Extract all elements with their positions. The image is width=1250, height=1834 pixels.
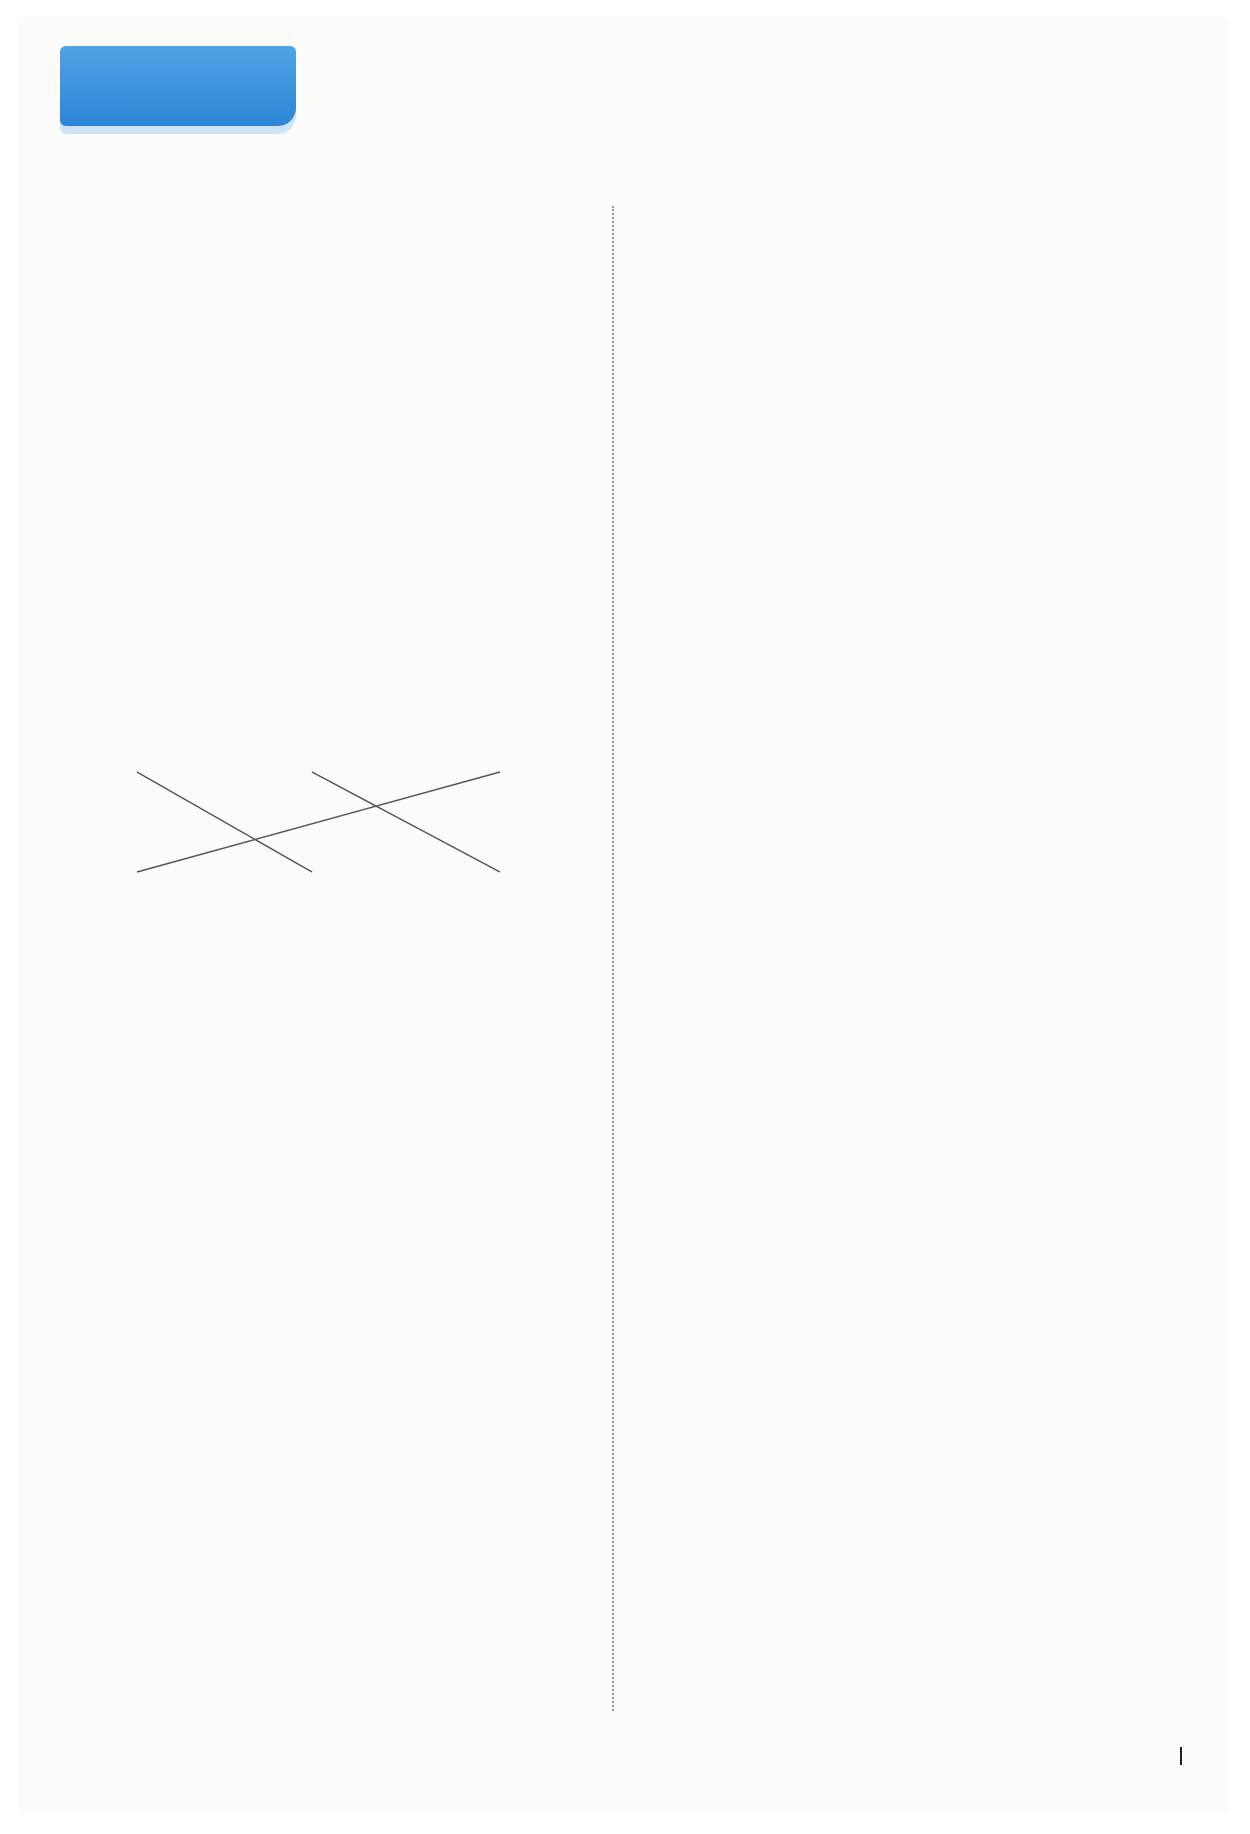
answer-key-badge xyxy=(60,46,296,126)
footer-separator xyxy=(1180,1747,1182,1765)
match-line-2 xyxy=(312,772,500,872)
page-footer xyxy=(1172,1745,1190,1766)
column-divider xyxy=(612,206,614,1711)
match-line-1 xyxy=(137,772,312,872)
matching-lines xyxy=(60,760,520,880)
answer-page xyxy=(18,18,1228,1813)
match-line-3 xyxy=(137,772,500,872)
